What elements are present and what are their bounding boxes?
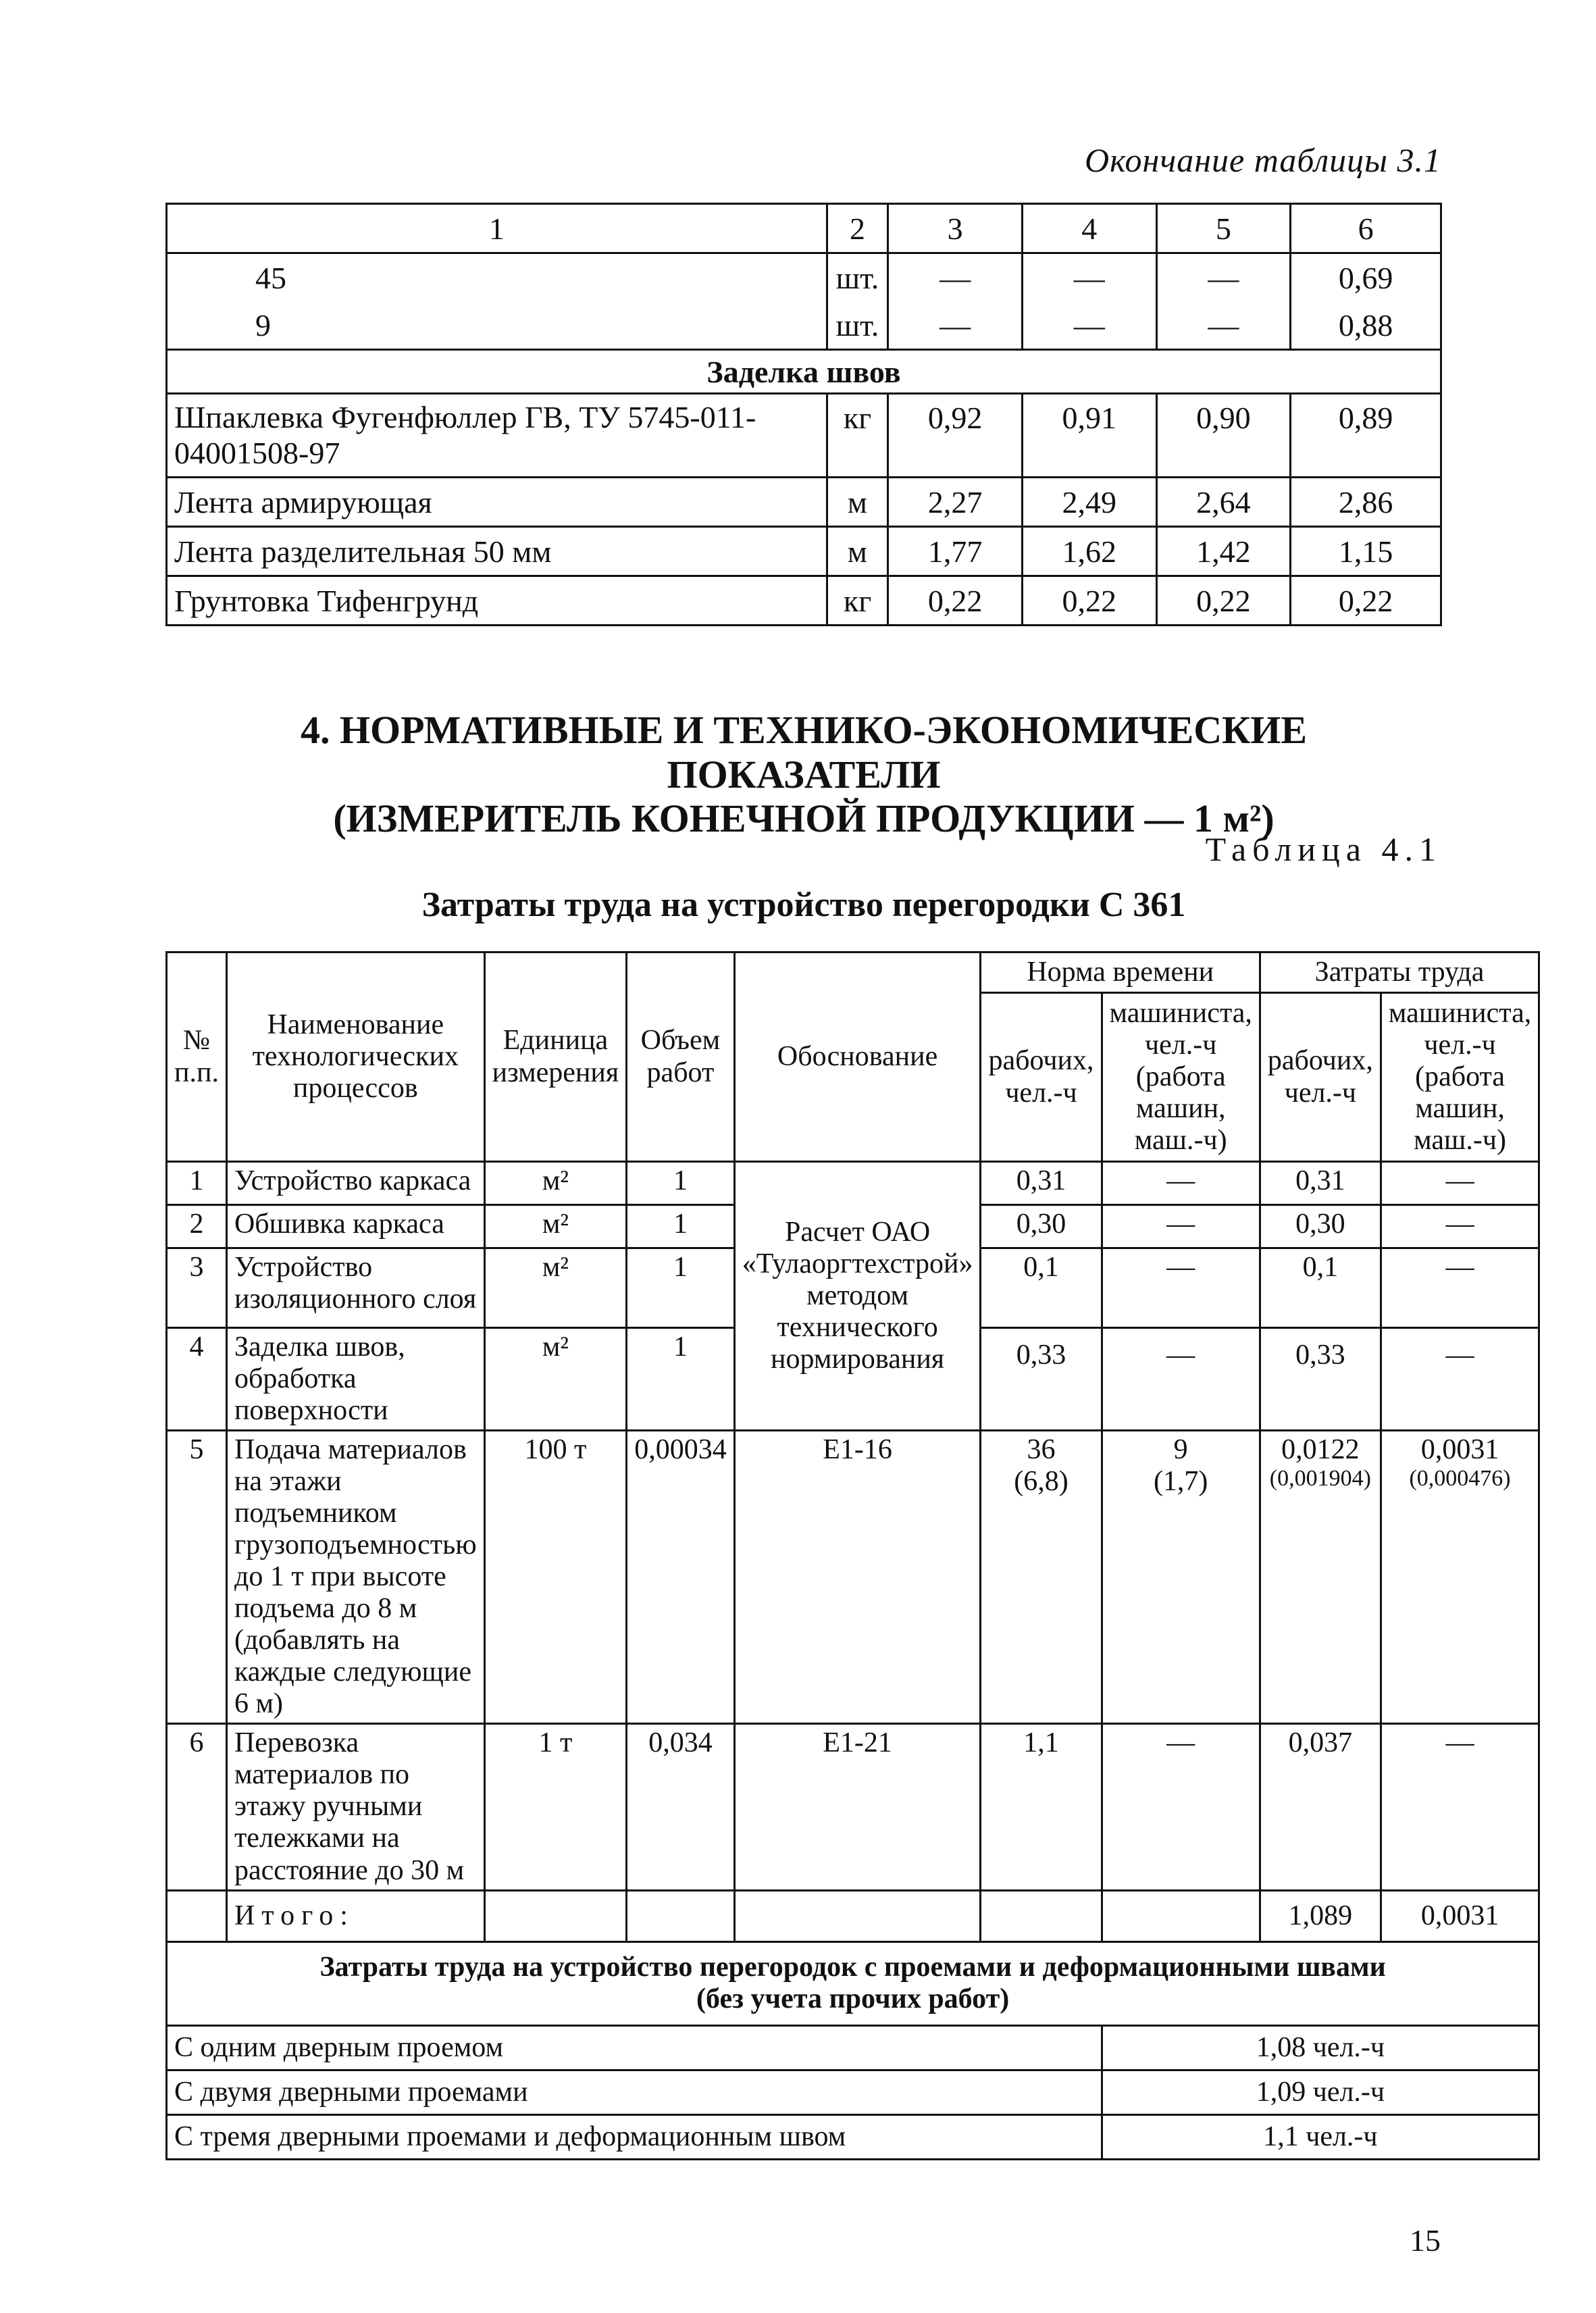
row-name: Заделка швов, обработка поверхности bbox=[226, 1328, 484, 1431]
row-volume: 1 bbox=[627, 1328, 735, 1431]
row-name: Лента армирующая bbox=[167, 478, 827, 527]
row-basis: Е1-21 bbox=[734, 1724, 981, 1890]
summary-row bbox=[167, 2114, 1539, 2159]
row-value: — bbox=[888, 253, 1023, 302]
row-cost-machinists bbox=[1381, 1431, 1539, 1724]
header-num: № п.п. bbox=[167, 952, 227, 1162]
row-value: 0,22 bbox=[1022, 576, 1156, 626]
row-norm-machinists: — bbox=[1102, 1205, 1260, 1248]
header-volume: Объем работ bbox=[627, 952, 735, 1162]
row-norm-workers: 1,1 bbox=[981, 1724, 1102, 1890]
shared-basis: Расчет ОАО «Тулаоргтехстрой» методом технического нормирования bbox=[734, 1162, 981, 1431]
row-name: Шпаклевка Фугенфюллер ГВ, ТУ 5745-011-04001508-97 bbox=[167, 394, 827, 478]
row-value: — bbox=[1022, 253, 1156, 302]
summary-title-row bbox=[167, 1941, 1539, 2025]
row-value: 0,91 bbox=[1022, 394, 1156, 478]
row-value: 0,89 bbox=[1291, 394, 1441, 478]
summary-title-line1: Затраты труда на устройство перегородок с проемами и деформационными швами bbox=[319, 1952, 1386, 1983]
row-value: 0,88 bbox=[1291, 301, 1441, 350]
row-cost-workers: 0,30 bbox=[1260, 1205, 1381, 1248]
row-volume: 0,034 bbox=[627, 1724, 735, 1890]
header-cost-workers: рабочих, чел.-ч bbox=[1260, 993, 1381, 1162]
row-num: 2 bbox=[167, 1205, 227, 1248]
row-volume: 1 bbox=[627, 1248, 735, 1328]
row-norm-machinists: — bbox=[1102, 1162, 1260, 1205]
summary-title-line2: (без учета прочих работ) bbox=[696, 1983, 1010, 2015]
row-value: 0,69 bbox=[1291, 253, 1441, 302]
section-row bbox=[167, 350, 1441, 394]
total-label: Итого: bbox=[226, 1890, 484, 1941]
row-unit: кг bbox=[827, 576, 888, 626]
row-unit: 1 т bbox=[484, 1724, 627, 1890]
table-label: Таблица 4.1 bbox=[1205, 830, 1442, 868]
total-row bbox=[167, 1890, 1539, 1941]
table-row bbox=[167, 394, 1441, 478]
cost-workers-extra: (0,001904) bbox=[1269, 1466, 1371, 1492]
summary-value: 1,08 чел.-ч bbox=[1102, 2025, 1539, 2070]
row-value: — bbox=[888, 301, 1023, 350]
section-heading-line1: 4. НОРМАТИВНЫЕ И ТЕХНИКО-ЭКОНОМИЧЕСКИЕ ПОКАЗАТЕЛИ bbox=[300, 708, 1308, 796]
col-header: 3 bbox=[888, 204, 1023, 253]
row-name: Перевозка материалов по этажу ручными тележками на расстояние до 30 м bbox=[226, 1724, 484, 1890]
section-heading-line2: (ИЗМЕРИТЕЛЬ КОНЕЧНОЙ ПРОДУКЦИИ — 1 м²) bbox=[333, 796, 1275, 841]
total-workers: 1,089 bbox=[1260, 1890, 1381, 1941]
row-num: 4 bbox=[167, 1328, 227, 1431]
row-name: Устройство изоляционного слоя bbox=[226, 1248, 484, 1328]
summary-value: 1,09 чел.-ч bbox=[1102, 2070, 1539, 2114]
row-basis: Е1-16 bbox=[734, 1431, 981, 1724]
row-num: 6 bbox=[167, 1724, 227, 1890]
row-norm-machinists: — bbox=[1102, 1328, 1260, 1431]
section-heading bbox=[165, 708, 1442, 841]
cost-machinists-main: 0,0031 bbox=[1420, 1434, 1499, 1466]
row-norm-machinists: — bbox=[1102, 1724, 1260, 1890]
table-row bbox=[167, 1724, 1539, 1890]
row-value: — bbox=[1156, 253, 1291, 302]
header-basis: Обоснование bbox=[734, 952, 981, 1162]
row-volume: 1 bbox=[627, 1205, 735, 1248]
row-cost-workers bbox=[1260, 1431, 1381, 1724]
header-cost-machinists: машиниста, чел.-ч (работа машин, маш.-ч) bbox=[1381, 993, 1539, 1162]
row-norm-workers: 0,30 bbox=[981, 1205, 1102, 1248]
row-num: 1 bbox=[167, 1162, 227, 1205]
row-cost-workers: 0,037 bbox=[1260, 1724, 1381, 1890]
header-cost-group: Затраты труда bbox=[1260, 952, 1539, 993]
row-norm-machinists bbox=[1102, 1431, 1260, 1724]
summary-label: С тремя дверными проемами и деформационным швом bbox=[167, 2114, 1102, 2159]
row-value: 2,27 bbox=[888, 478, 1023, 527]
table-row bbox=[167, 1162, 1539, 1205]
cost-machinists-extra: (0,000476) bbox=[1409, 1466, 1511, 1492]
row-unit: м bbox=[827, 478, 888, 527]
row-volume: 1 bbox=[627, 1162, 735, 1205]
row-norm-workers bbox=[981, 1431, 1102, 1724]
col-header: 4 bbox=[1022, 204, 1156, 253]
row-name: Обшивка каркаса bbox=[226, 1205, 484, 1248]
row-unit: шт. bbox=[827, 301, 888, 350]
row-cost-workers: 0,31 bbox=[1260, 1162, 1381, 1205]
col-header: 1 bbox=[167, 204, 827, 253]
summary-title bbox=[167, 1941, 1539, 2025]
page-number: 15 bbox=[1410, 2223, 1441, 2258]
header-row-1 bbox=[167, 952, 1539, 993]
row-value: 2,86 bbox=[1291, 478, 1441, 527]
row-value: — bbox=[1156, 301, 1291, 350]
row-norm-machinists: — bbox=[1102, 1248, 1260, 1328]
table-row bbox=[167, 301, 1441, 350]
row-cost-machinists: — bbox=[1381, 1205, 1539, 1248]
row-value: 1,77 bbox=[888, 527, 1023, 576]
row-name: 9 bbox=[167, 301, 827, 350]
section-title: Заделка швов bbox=[167, 350, 1441, 394]
row-value: 0,22 bbox=[1291, 576, 1441, 626]
table-row bbox=[167, 527, 1441, 576]
row-unit: м² bbox=[484, 1248, 627, 1328]
row-name: 45 bbox=[167, 253, 827, 302]
labor-cost-table bbox=[165, 951, 1540, 2160]
row-unit: 100 т bbox=[484, 1431, 627, 1724]
summary-label: С двумя дверными проемами bbox=[167, 2070, 1102, 2114]
row-norm-workers: 0,33 bbox=[981, 1328, 1102, 1431]
table-title: Затраты труда на устройство перегородки С 361 bbox=[421, 886, 1186, 924]
row-num: 5 bbox=[167, 1431, 227, 1724]
row-value: 0,22 bbox=[888, 576, 1023, 626]
total-machinists: 0,0031 bbox=[1381, 1890, 1539, 1941]
col-header: 2 bbox=[827, 204, 888, 253]
row-value: 1,42 bbox=[1156, 527, 1291, 576]
row-unit: м² bbox=[484, 1162, 627, 1205]
row-value: 1,62 bbox=[1022, 527, 1156, 576]
header-norm-workers: рабочих, чел.-ч bbox=[981, 993, 1102, 1162]
row-cost-workers: 0,1 bbox=[1260, 1248, 1381, 1328]
row-value: — bbox=[1022, 301, 1156, 350]
row-value: 0,22 bbox=[1156, 576, 1291, 626]
table-row bbox=[167, 1431, 1539, 1724]
row-name: Подача материалов на этажи подъемником грузоподъемностью до 1 т при высоте подъема до 8 м (добавлять на каждые следующие 6 м) bbox=[226, 1431, 484, 1724]
col-header: 5 bbox=[1156, 204, 1291, 253]
row-unit: м² bbox=[484, 1328, 627, 1431]
row-value: 1,15 bbox=[1291, 527, 1441, 576]
row-value: 2,49 bbox=[1022, 478, 1156, 527]
table-row bbox=[167, 576, 1441, 626]
row-cost-machinists: — bbox=[1381, 1248, 1539, 1328]
row-unit: м bbox=[827, 527, 888, 576]
materials-table-continuation bbox=[165, 203, 1442, 626]
table-row bbox=[167, 253, 1441, 302]
row-unit: шт. bbox=[827, 253, 888, 302]
norm-machinists-extra: (1,7) bbox=[1153, 1466, 1208, 1498]
summary-row bbox=[167, 2070, 1539, 2114]
row-cost-machinists: — bbox=[1381, 1724, 1539, 1890]
row-value: 0,92 bbox=[888, 394, 1023, 478]
table-row bbox=[167, 478, 1441, 527]
row-unit: м² bbox=[484, 1205, 627, 1248]
norm-machinists-main: 9 bbox=[1173, 1434, 1188, 1466]
row-cost-machinists: — bbox=[1381, 1328, 1539, 1431]
header-norm-group: Норма времени bbox=[981, 952, 1260, 993]
row-num: 3 bbox=[167, 1248, 227, 1328]
cost-workers-main: 0,0122 bbox=[1281, 1434, 1360, 1466]
summary-value: 1,1 чел.-ч bbox=[1102, 2114, 1539, 2159]
col-header: 6 bbox=[1291, 204, 1441, 253]
continuation-title: Окончание таблицы 3.1 bbox=[1084, 141, 1441, 179]
row-norm-workers: 0,1 bbox=[981, 1248, 1102, 1328]
row-value: 0,90 bbox=[1156, 394, 1291, 478]
header-name: Наименование технологических процессов bbox=[226, 952, 484, 1162]
row-name: Грунтовка Тифенгрунд bbox=[167, 576, 827, 626]
header-unit: Единица измерения bbox=[484, 952, 627, 1162]
norm-workers-main: 36 bbox=[1027, 1434, 1056, 1466]
header-norm-machinists: машиниста, чел.-ч (работа машин, маш.-ч) bbox=[1102, 993, 1260, 1162]
table-header-row bbox=[167, 204, 1441, 253]
row-cost-workers: 0,33 bbox=[1260, 1328, 1381, 1431]
norm-workers-extra: (6,8) bbox=[1014, 1466, 1069, 1498]
summary-row bbox=[167, 2025, 1539, 2070]
summary-label: С одним дверным проемом bbox=[167, 2025, 1102, 2070]
row-name: Лента разделительная 50 мм bbox=[167, 527, 827, 576]
row-volume: 0,00034 bbox=[627, 1431, 735, 1724]
row-unit: кг bbox=[827, 394, 888, 478]
row-cost-machinists: — bbox=[1381, 1162, 1539, 1205]
row-norm-workers: 0,31 bbox=[981, 1162, 1102, 1205]
row-name: Устройство каркаса bbox=[226, 1162, 484, 1205]
row-value: 2,64 bbox=[1156, 478, 1291, 527]
